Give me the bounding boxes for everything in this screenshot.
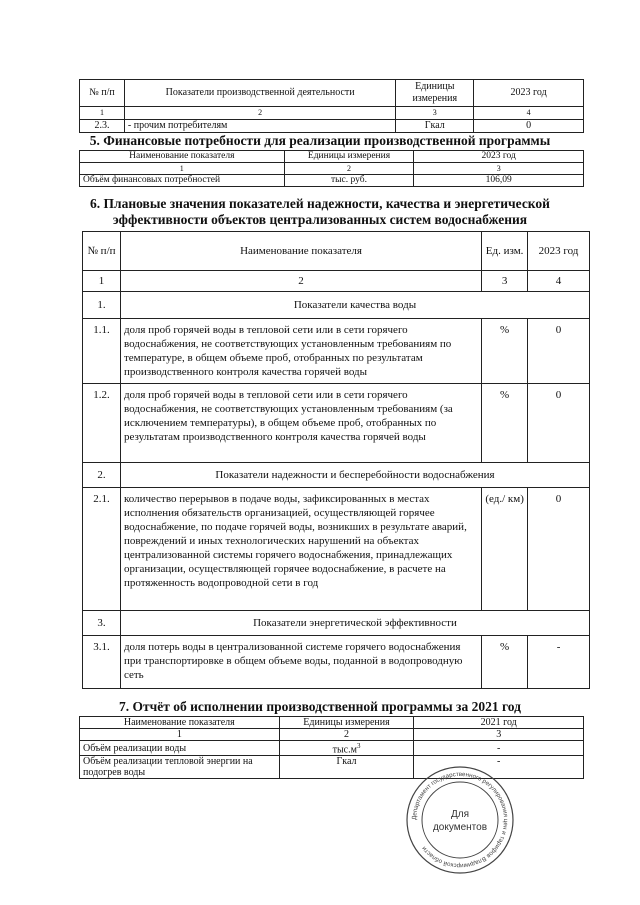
- index-cell: 2: [279, 729, 414, 741]
- section-6-title-line1: 6. Плановые значения показателей надежности, качества и энергетической: [90, 196, 550, 211]
- production-indicators-table: [79, 79, 584, 133]
- table-row: [83, 488, 590, 611]
- index-row: [80, 729, 584, 741]
- table-header-row: [80, 151, 584, 163]
- table-row: [80, 175, 584, 187]
- group-row: [83, 292, 590, 319]
- column-header: Наименование показателя: [120, 232, 481, 271]
- index-cell: 3: [396, 107, 474, 120]
- row-number: 2.1.: [83, 488, 121, 611]
- row-label: Объём реализации воды: [80, 741, 280, 756]
- row-description: доля потерь воды в централизованной системе горячего водоснабжения при транспортировке в общем объеме воды, поданной в водопроводную сеть: [120, 636, 481, 689]
- stamp-line-1: Для: [450, 809, 470, 820]
- group-number: 3.: [83, 611, 121, 636]
- stamp-ring-text: Департамент государственного регулирования цен и тарифов Владимирской области: [410, 770, 510, 870]
- row-value: 0: [474, 120, 584, 133]
- row-value: -: [528, 636, 590, 689]
- row-number: 1.1.: [83, 319, 121, 384]
- row-value: 106,09: [414, 175, 584, 187]
- group-title: Показатели энергетической эффективности: [120, 611, 589, 636]
- stamp-line-2: документов: [432, 822, 488, 833]
- table-row: [80, 120, 584, 133]
- group-title: Показатели надежности и бесперебойности водоснабжения: [120, 463, 589, 488]
- column-header: Наименование показателя: [80, 717, 280, 729]
- row-unit: %: [482, 384, 528, 463]
- column-header: Единицы измерения: [396, 80, 474, 107]
- index-cell: 1: [83, 271, 121, 292]
- row-description: доля проб горячей воды в тепловой сети или в сети горячего водоснабжения, не соответствующих установленным требованиям по температуре, в общем объеме проб, отобранных по результатам производственного контроля качества горячей воды: [120, 319, 481, 384]
- row-unit: %: [482, 319, 528, 384]
- row-value: 0: [528, 488, 590, 611]
- column-header: № п/п: [80, 80, 125, 107]
- table-row: [80, 741, 584, 756]
- table-row: [83, 384, 590, 463]
- group-title: Показатели качества воды: [120, 292, 589, 319]
- column-header: Единицы измерения: [279, 717, 414, 729]
- column-header: 2023 год: [528, 232, 590, 271]
- column-header: Наименование показателя: [80, 151, 285, 163]
- row-value: 0: [528, 384, 590, 463]
- table-row: [83, 636, 590, 689]
- column-header: № п/п: [83, 232, 121, 271]
- row-unit: Гкал: [279, 756, 414, 779]
- group-row: [83, 611, 590, 636]
- index-cell: 3: [414, 163, 584, 175]
- section-5-title: 5. Финансовые потребности для реализации производственной программы: [89, 133, 551, 148]
- column-header: Показатели производственной деятельности: [124, 80, 395, 107]
- column-header: 2021 год: [414, 717, 584, 729]
- table-header-row: [80, 717, 584, 729]
- index-row: [83, 271, 590, 292]
- row-value: 0: [528, 319, 590, 384]
- index-cell: 1: [80, 729, 280, 741]
- table-row: [83, 319, 590, 384]
- section-7-title: 7. Отчёт об исполнении производственной программы за 2021 год: [119, 699, 521, 714]
- row-unit: Гкал: [396, 120, 474, 133]
- index-cell: 2: [124, 107, 395, 120]
- official-stamp: [405, 765, 515, 875]
- column-header: Единицы измерения: [284, 151, 414, 163]
- row-unit: тыс. руб.: [284, 175, 414, 187]
- row-unit: %: [482, 636, 528, 689]
- column-header: 2023 год: [414, 151, 584, 163]
- index-cell: 4: [474, 107, 584, 120]
- index-cell: 1: [80, 107, 125, 120]
- row-label: - прочим потребителям: [124, 120, 395, 133]
- row-unit: $тыс.м^3$: [279, 741, 414, 756]
- column-header: Ед. изм.: [482, 232, 528, 271]
- row-label: Объём финансовых потребностей: [80, 175, 285, 187]
- index-cell: 3: [482, 271, 528, 292]
- row-unit: (ед./ км): [482, 488, 528, 611]
- group-number: 2.: [83, 463, 121, 488]
- row-number: 2.3.: [80, 120, 125, 133]
- row-value: -: [414, 756, 584, 779]
- row-label: Объём реализации тепловой энергии на подогрев воды: [80, 756, 280, 779]
- index-cell: 4: [528, 271, 590, 292]
- row-description: доля проб горячей воды в тепловой сети или в сети горячего водоснабжения, не соответствующих установленным требованиям (за исключением температуры), в общем объеме проб, отобранных по результатам производственного контроля качества горячей воды: [120, 384, 481, 463]
- index-cell: 2: [120, 271, 481, 292]
- row-number: 3.1.: [83, 636, 121, 689]
- table-header-row: [80, 80, 584, 107]
- reliability-indicators-table: [82, 231, 590, 689]
- index-cell: 3: [414, 729, 584, 741]
- financial-needs-table: [79, 150, 584, 187]
- index-cell: 1: [80, 163, 285, 175]
- group-row: [83, 463, 590, 488]
- table-header-row: [83, 232, 590, 271]
- index-cell: 2: [284, 163, 414, 175]
- section-6-title-line2: эффективности объектов централизованных систем водоснабжения: [112, 212, 528, 227]
- index-row: [80, 107, 584, 120]
- index-row: [80, 163, 584, 175]
- row-description: количество перерывов в подаче воды, зафиксированных в местах исполнения обязательств организацией, осуществляющей горячее водоснабжение, по подаче горячей воды, возникших в результате аварий, повреждений и иных технологических нарушений на объектах централизованной системы горячего водоснабжения, принадлежащих организации, осуществляющей горячее водоснабжение, в расчете на протяженность водопроводной сети в год: [120, 488, 481, 611]
- row-value: -: [414, 741, 584, 756]
- column-header: 2023 год: [474, 80, 584, 107]
- row-number: 1.2.: [83, 384, 121, 463]
- group-number: 1.: [83, 292, 121, 319]
